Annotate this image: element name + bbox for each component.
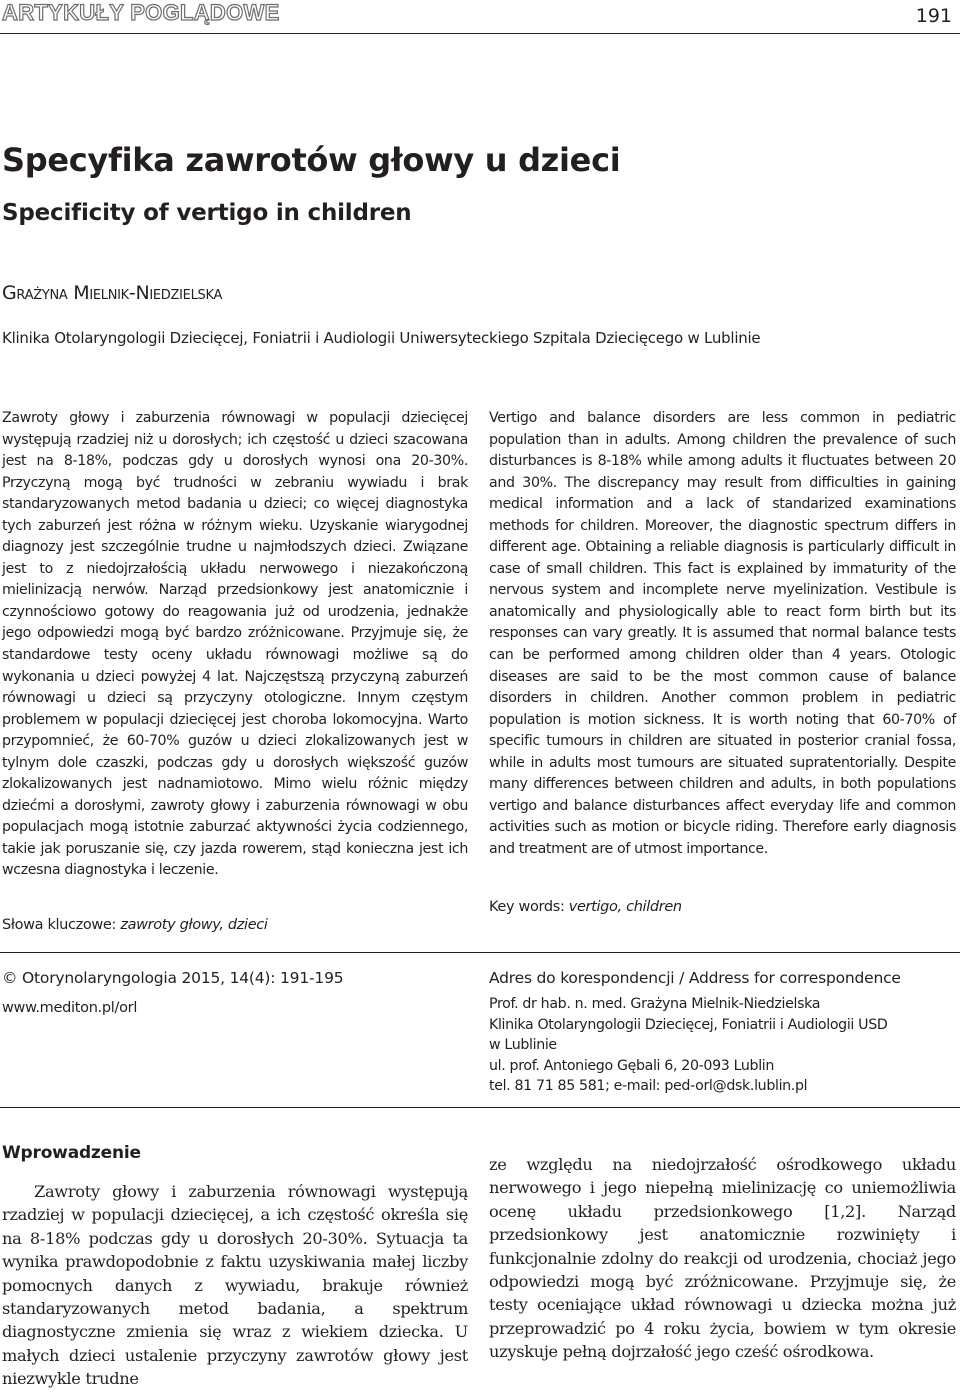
author-affiliation: Klinika Otolaryngologii Dziecięcej, Foniatrii i Audiologii Uniwersyteckiego Szpitala Dziecięcego w Lublinie	[2, 329, 761, 347]
header-divider	[0, 33, 960, 34]
section-label: ARTYKUŁY POGLĄDOWE	[2, 0, 280, 25]
page-header	[0, 0, 960, 30]
author-name: Grażyna Mielnik-Niedzielska	[2, 282, 223, 304]
journal-website-link[interactable]: www.mediton.pl/orl	[2, 1000, 138, 1016]
keywords-value: vertigo, children	[568, 899, 682, 915]
section-divider	[0, 952, 960, 953]
keywords-label: Słowa kluczowe:	[2, 917, 117, 933]
introduction-paragraph-left: Zawroty głowy i zaburzenia równowagi występują rzadziej w populacji dziecięcej, a ich częstość określa się na 8-18% podczas gdy u dorosłych 20-30%. Sytuacja ta wynika prawdopodobnie z faktu uzyskiwania małej liczby pomocnych danych z wywiadu, brakuje również standaryzowanych metod badania, a spektrum diagnostyczne zmienia się wraz z wiekiem dziecka. U małych dzieci ustalenie przyczyny zawrotów głowy jest niezwykle trudne	[2, 1182, 468, 1389]
article-subtitle: Specificity of vertigo in children	[2, 200, 412, 226]
page-number: 191	[915, 5, 952, 27]
section-divider	[0, 1107, 960, 1108]
correspondence-line: ul. prof. Antoniego Gębali 6, 20-093 Lublin	[489, 1057, 775, 1074]
keywords-value: zawroty głowy, dzieci	[120, 917, 268, 933]
keywords-label: Key words:	[489, 899, 565, 915]
article-title: Specyfika zawrotów głowy u dzieci	[2, 141, 621, 179]
introduction-paragraph-right: ze względu na niedojrzałość ośrodkowego układu nerwowego i jego niepełną mielinizację co uniemożliwia ocenę układu przedsionkowego [1,2]. Narząd przedsionkowy jest anatomicznie rozwinięty i funkcjonalnie zdolny do reakcji od urodzenia, chociaż jego odpowiedzi mogą być zróżnicowane. Przyjmuje się, że testy oceniające układ równowagi u dziecka można już przeprowadzić po 4 roku życia, bowiem w tym okresie uzyskuje pełną dojrzałość jego cześć ośrodkowa.	[489, 1155, 956, 1362]
correspondence-line: Prof. dr hab. n. med. Grażyna Mielnik-Niedzielska	[489, 996, 821, 1012]
keywords-english	[489, 899, 682, 915]
keywords-polish	[2, 917, 268, 933]
correspondence-heading: Adres do korespondencji / Address for correspondence	[489, 969, 901, 987]
correspondence-address	[489, 994, 887, 1097]
journal-citation: © Otorynolaryngologia 2015, 14(4): 191-195	[2, 969, 344, 987]
correspondence-line: tel. 81 71 85 581; e-mail: ped-orl@dsk.lublin.pl	[489, 1078, 808, 1095]
correspondence-line: Klinika Otolaryngologii Dziecięcej, Foniatrii i Audiologii USD	[489, 1016, 888, 1033]
abstract-english: Vertigo and balance disorders are less common in pediatric population than in adults. Among children the prevalence of such disturbances is 8-18% while among adults it fluctuates between 20 and 30%. The discrepancy may result from difficulties in gaining medical information and a lack of standarized examinations methods for children. Moreover, the diagnostic spectrum differs in different age. Obtaining a reliable diagnosis is particularly difficult in case of small children. This fact is explained by immaturity of the nervous system and incomplete nerve myelinization. Vestibule is anatomically and physiologically able to react form birth but its responses can vary greatly. It is assumed that normal balance tests can be performed among children older than 4 years. Otologic diseases are said to be the most common cause of balance disorders in children. Another common problem in pediatric population is motion sickness. It is worth noting that 60-70% of specific tumours in children are situated in posterior cranial fossa, while in adults most tumours are situated supratentorially. Despite many differences between children and adults, in both populations vertigo and balance disturbances affect everyday life and common activities such as motion or bicycle riding. Therefore early diagnosis and treatment are of utmost importance.	[489, 410, 956, 857]
abstract-polish: Zawroty głowy i zaburzenia równowagi w populacji dziecięcej występują rzadziej niż u dorosłych; ich częstość u dzieci szacowana jest na 8-18%, podczas gdy u dorosłych wynosi ona 20-30%. Przyczyną mogą być trudności w zebraniu wywiadu i brak standaryzowanych metod badania u dzieci; co więcej diagnostyka tych zaburzeń jest różna w różnym wieku. Uzyskanie wiarygodnej diagnozy jest szczególnie trudne u najmłodszych dzieci. Związane jest to z niedojrzałością układu nerwowego i niezakończoną mielinizacją nerwów. Narząd przedsionkowy jest anatomicznie i czynnościowo gotowy do reagowania już od urodzenia, jednakże jego odpowiedzi mogą być bardzo zróżnicowane. Przyjmuje się, że standardowe testy oceny układu równowagi możliwe są do wykonania u dzieci powyżej 4 lat. Najczęstszą przyczyną zaburzeń równowagi u dzieci są przyczyny otologiczne. Innym częstym problemem w populacji dziecięcej jest choroba lokomocyjna. Warto przypomnieć, że 60-70% guzów u dzieci zlokalizowanych jest w tylnym dole czaszki, podczas gdy u dorosłych większość guzów zlokalizowanych jest nadnamiotowo. Mimo wielu różnic między dziećmi a dorosłymi, zawroty głowy i zaburzenia równowagi w obu populacjach mogą istotnie zaburzać aktywności życia codziennego, takie jak poruszanie się, czy jazda rowerem, stąd konieczna jest ich wczesna diagnostyka i leczenie.	[2, 410, 468, 879]
introduction-heading: Wprowadzenie	[2, 1143, 141, 1163]
correspondence-line: w Lublinie	[489, 1037, 557, 1054]
